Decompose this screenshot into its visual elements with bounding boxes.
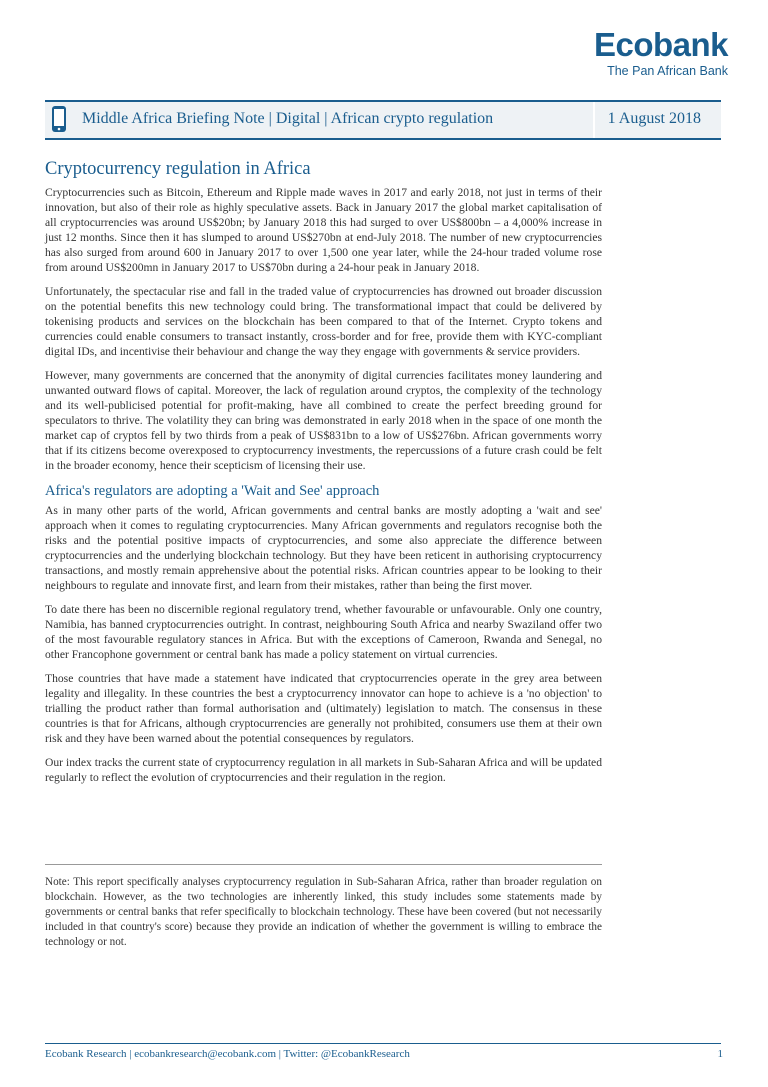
note-divider [45,864,602,865]
paragraph: As in many other parts of the world, African governments and central banks are mostly adopting a 'wait and see' approach when it comes to regulating cryptocurrencies. Many African governments and regulators recognise both the risks and the potential positive impacts of cryptocurrencies, and some also appreciate the difference between cryptocurrencies and the underlying blockchain technology. But they have been reticent in authorising cryptocurrency transactions, and mostly remain apprehensive about the potential risks. African countries appear to be looking to their neighbours to regulate and innovate first, and learn from their mistakes, rather than being the first mover. [45,504,602,592]
ecobank-logo [594,28,728,78]
mobile-phone-icon [51,105,67,133]
paragraph: Unfortunately, the spectacular rise and fall in the traded value of cryptocurrencies has drowned out broader discussion on the potential benefits this new technology could bring. The transformational impact that could be delivered by tokenising products and services on the blockchain has been compared to that of the Internet. Crypto tokens and currencies could enable consumers to transact instantly, cross-border and for free, provide them with KYC-compliant digital IDs, and incentivise their behaviour and change the way they engage with governments & service providers. [45,285,602,358]
logo-wordmark: Ecobank [593,26,728,63]
main-content [45,158,602,794]
footer-divider [45,1043,721,1044]
briefing-title: Middle Africa Briefing Note | Digital | African crypto regulation [82,110,494,127]
section-heading: Africa's regulators are adopting a 'Wait and See' approach [45,483,380,499]
header-divider [593,102,595,138]
paragraph: Those countries that have made a statement have indicated that cryptocurrencies operate in the grey area between legality and illegality. In these countries the best a cryptocurrency innovator can hope to achieve is a 'no objection' to trialling the product rather than formal authorisation and (ultimately) legislation to match. The consensus in these countries is that for Africans, although cryptocurrencies are generally not prohibited, consumers use them at their own risk and they have been warned about the potential consequences by regulators. [45,672,602,745]
footer-contact: Ecobank Research | ecobankresearch@ecobank.com | Twitter: @EcobankResearch [45,1048,410,1060]
footnote: Note: This report specifically analyses cryptocurrency regulation in Sub-Saharan Africa, rather than broader regulation on blockchain. However, as the two technologies are inherently linked, this study includes some statements made by governments or central banks that refer specifically to blockchain technology. These have been covered (but not necessarily included in that country's score) because they provide an indication of whether the government is willing to embrace the technology or not. [45,876,602,948]
header-bar [45,100,721,140]
paragraph: However, many governments are concerned that the anonymity of digital currencies facilitates money laundering and unwanted outward flows of capital. Moreover, the lack of regulation around cryptos, the complexity of the technology and its well-publicised potential for profit-making, have all combined to create the perfect breeding ground for speculators to thrive. The volatility they can bring was demonstrated in early 2018 when in the space of one month the market cap of cryptos fell by two thirds from a peak of US$831bn to a low of US$276bn. African governments worry that if its citizens become overexposed to cryptocurrency investments, the repercussions of a future crash could be felt in the broader economy, hence their scepticism of licensing their use. [45,369,602,472]
page-title: Cryptocurrency regulation in Africa [45,159,311,179]
paragraph: Cryptocurrencies such as Bitcoin, Ethereum and Ripple made waves in 2017 and early 2018, not just in terms of their innovation, but also of their role as highly speculative assets. Back in January 2017 the global market capitalisation of all cryptocurrencies was around US$20bn; by January 2018 this had surged to over US$800bn – a 4,000% increase in just 12 months. Since then it has slumped to around US$270bn at end-July 2018. The number of new cryptocurrencies has also surged from around 600 in January 2017 to over 1,500 one year later, while the 24-hour traded volume rose from around US$200mn in January 2017 to US$70bn during a 24-hour peak in January 2018. [45,186,602,274]
logo-tagline: The Pan African Bank [607,64,728,78]
paragraph: Our index tracks the current state of cryptocurrency regulation in all markets in Sub-Saharan Africa and will be updated regularly to reflect the evolution of cryptocurrencies and their regulation in the region. [45,756,602,784]
paragraph: To date there has been no discernible regional regulatory trend, whether favourable or unfavourable. Only one country, Namibia, has banned cryptocurrencies outright. In contrast, neighbouring South Africa and nearby Swaziland offer two of the most favourable regulatory stances in Africa. But with the exceptions of Cameroon, Rwanda and Senegal, no other Francophone government or central bank has made a policy statement on virtual currencies. [45,603,602,661]
briefing-date: 1 August 2018 [607,110,701,127]
page-number: 1 [717,1048,723,1060]
